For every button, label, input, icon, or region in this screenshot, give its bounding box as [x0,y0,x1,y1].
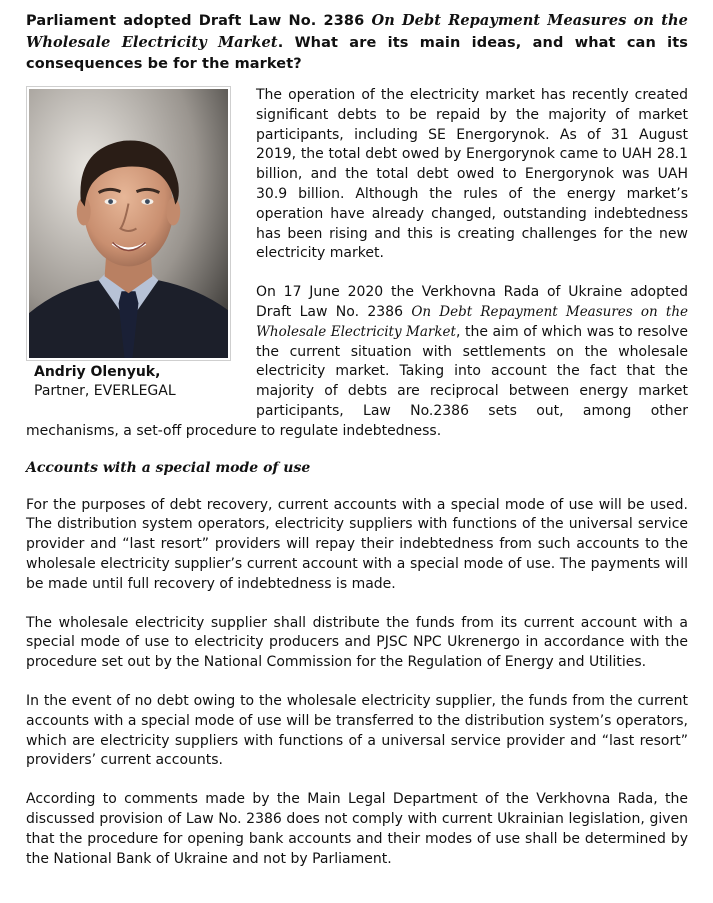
body-paragraph-3: In the event of no debt owing to the wholesale electricity supplier, the funds from the current accounts with a special mode of use will be transferred to the distribution system’s operators, which are electricity suppliers with functions of a universal service provider and “last resort” providers’ current accounts. [26,692,688,769]
title-prefix: Parliament adopted Draft Law No. 2386 [26,13,372,29]
body-paragraph-1: For the purposes of debt recovery, current accounts with a special mode of use will be used. The distribution system operators, electricity suppliers with functions of the universal service provider and “last resort” providers will repay their indebtedness from such accounts to the wholesale electricity supplier’s current account with a special mode of use. The payments will be made until full recovery of indebtedness is made. [26,496,688,592]
author-role: Partner, EVERLEGAL [34,383,176,399]
intro-section [26,86,688,442]
title-law-name: On Debt Repayment Measures on the Wholesale Electricity Market [26,12,688,51]
portrait-photo-icon [29,89,228,358]
intro-p2-law-name: On Debt Repayment Measures on the Wholesale Electricity Market [256,303,689,340]
intro-p2-start: On 17 June 2020 the Verkhovna Rada of Ukraine adopted Draft Law No. 2386 [256,284,688,320]
author-card [26,86,236,401]
author-name: Andriy Olenyuk, [34,364,161,380]
body-paragraph-2: The wholesale electricity supplier shall distribute the funds from its current account with a special mode of use to electricity producers and PJSC NPC Ukrenergo in accordance with the procedure set out by the National Commission for the Regulation of Energy and Utilities. [26,614,688,671]
body-paragraph-4: According to comments made by the Main Legal Department of the Verkhovna Rada, the discussed provision of Law No. 2386 does not comply with current Ukrainian legislation, given that the procedure for opening bank accounts and their modes of use shall be determined by the National Bank of Ukraine and not by Parliament. [26,791,688,867]
section-body [26,496,688,870]
article-title [26,10,688,75]
section-heading: Accounts with a special mode of use [26,459,311,476]
intro-p2-end: , the aim of which was to resolve the current situation with settlements on the wholesale electricity market. Taking into account the fact that the majority of debts are reciprocal between energy market participants, Law No.2386 sets out, among other mechanisms, a set-off procedure to regulate indebtedness. [26,323,688,439]
article [26,10,688,869]
title-suffix: . What are its main ideas, and what can its consequences be for the market? [26,35,688,72]
author-photo [26,86,231,361]
intro-paragraph-1: The operation of the electricity market has recently created significant debts to be repaid by the majority of market participants, including SE Energorynok. As of 31 August 2019, the total debt owed by Energorynok came to UAH 28.1 billion, and the total debt owed to Energorynok was UAH 30.9 billion. Although the rules of the energy market’s operation have already changed, outstanding indebtedness has been rising and this is creating challenges for the new electricity market. [256,87,688,262]
